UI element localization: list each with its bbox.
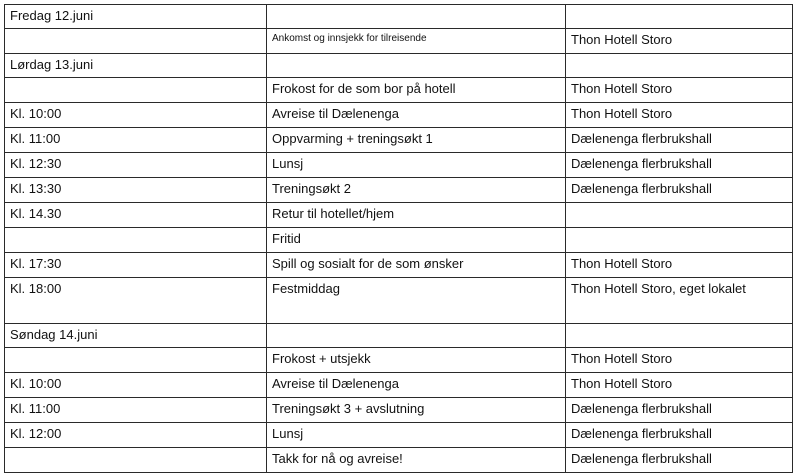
- activity-cell: Retur til hotellet/hjem: [267, 203, 566, 228]
- location-cell: [566, 228, 793, 253]
- time-cell: Kl. 14.30: [5, 203, 267, 228]
- table-row: [5, 423, 793, 448]
- table-row: [5, 78, 793, 103]
- location-cell: [566, 324, 793, 348]
- table-row: [5, 128, 793, 153]
- time-cell: [5, 29, 267, 54]
- table-row: [5, 178, 793, 203]
- table-row: [5, 153, 793, 178]
- activity-cell: Treningsøkt 3 + avslutning: [267, 398, 566, 423]
- activity-cell: Lunsj: [267, 423, 566, 448]
- table-row: [5, 253, 793, 278]
- activity-cell: Treningsøkt 2: [267, 178, 566, 203]
- location-cell: Thon Hotell Storo: [566, 348, 793, 373]
- location-cell: [566, 54, 793, 78]
- activity-cell: Spill og sosialt for de som ønsker: [267, 253, 566, 278]
- time-cell: Søndag 14.juni: [5, 324, 267, 348]
- activity-cell: Festmiddag: [267, 278, 566, 324]
- activity-cell: Takk for nå og avreise!: [267, 448, 566, 473]
- location-cell: Dælenenga flerbrukshall: [566, 178, 793, 203]
- activity-cell: [267, 5, 566, 29]
- location-cell: Thon Hotell Storo: [566, 29, 793, 54]
- table-row: [5, 373, 793, 398]
- table-row: [5, 448, 793, 473]
- location-cell: [566, 5, 793, 29]
- table-row: [5, 29, 793, 54]
- day-header-row: [5, 54, 793, 78]
- time-cell: [5, 228, 267, 253]
- activity-cell: Lunsj: [267, 153, 566, 178]
- activity-cell: Frokost + utsjekk: [267, 348, 566, 373]
- time-cell: Kl. 11:00: [5, 398, 267, 423]
- location-cell: Dælenenga flerbrukshall: [566, 398, 793, 423]
- time-cell: Kl. 17:30: [5, 253, 267, 278]
- day-header-row: [5, 324, 793, 348]
- schedule-table: [4, 4, 793, 473]
- activity-cell: Frokost for de som bor på hotell: [267, 78, 566, 103]
- time-cell: [5, 448, 267, 473]
- location-cell: Dælenenga flerbrukshall: [566, 448, 793, 473]
- table-row: [5, 348, 793, 373]
- location-cell: [566, 203, 793, 228]
- schedule-body: [5, 5, 793, 473]
- table-row: [5, 398, 793, 423]
- day-header-row: [5, 5, 793, 29]
- time-cell: Kl. 12:30: [5, 153, 267, 178]
- table-row: [5, 228, 793, 253]
- activity-cell: Fritid: [267, 228, 566, 253]
- time-cell: Kl. 13:30: [5, 178, 267, 203]
- activity-cell: [267, 324, 566, 348]
- time-cell: [5, 348, 267, 373]
- activity-cell: Oppvarming + treningsøkt 1: [267, 128, 566, 153]
- location-cell: Dælenenga flerbrukshall: [566, 153, 793, 178]
- time-cell: Kl. 10:00: [5, 103, 267, 128]
- location-cell: Thon Hotell Storo: [566, 373, 793, 398]
- location-cell: Dælenenga flerbrukshall: [566, 128, 793, 153]
- time-cell: [5, 78, 267, 103]
- table-row: [5, 103, 793, 128]
- time-cell: Kl. 18:00: [5, 278, 267, 324]
- table-row: [5, 278, 793, 324]
- time-cell: Kl. 12:00: [5, 423, 267, 448]
- table-row: [5, 203, 793, 228]
- activity-cell: Avreise til Dælenenga: [267, 373, 566, 398]
- location-cell: Thon Hotell Storo: [566, 253, 793, 278]
- activity-cell: Ankomst og innsjekk for tilreisende: [267, 29, 566, 54]
- location-cell: Thon Hotell Storo: [566, 103, 793, 128]
- time-cell: Kl. 11:00: [5, 128, 267, 153]
- location-cell: Thon Hotell Storo, eget lokalet: [566, 278, 793, 324]
- activity-cell: Avreise til Dælenenga: [267, 103, 566, 128]
- time-cell: Fredag 12.juni: [5, 5, 267, 29]
- time-cell: Kl. 10:00: [5, 373, 267, 398]
- activity-cell: [267, 54, 566, 78]
- location-cell: Dælenenga flerbrukshall: [566, 423, 793, 448]
- time-cell: Lørdag 13.juni: [5, 54, 267, 78]
- location-cell: Thon Hotell Storo: [566, 78, 793, 103]
